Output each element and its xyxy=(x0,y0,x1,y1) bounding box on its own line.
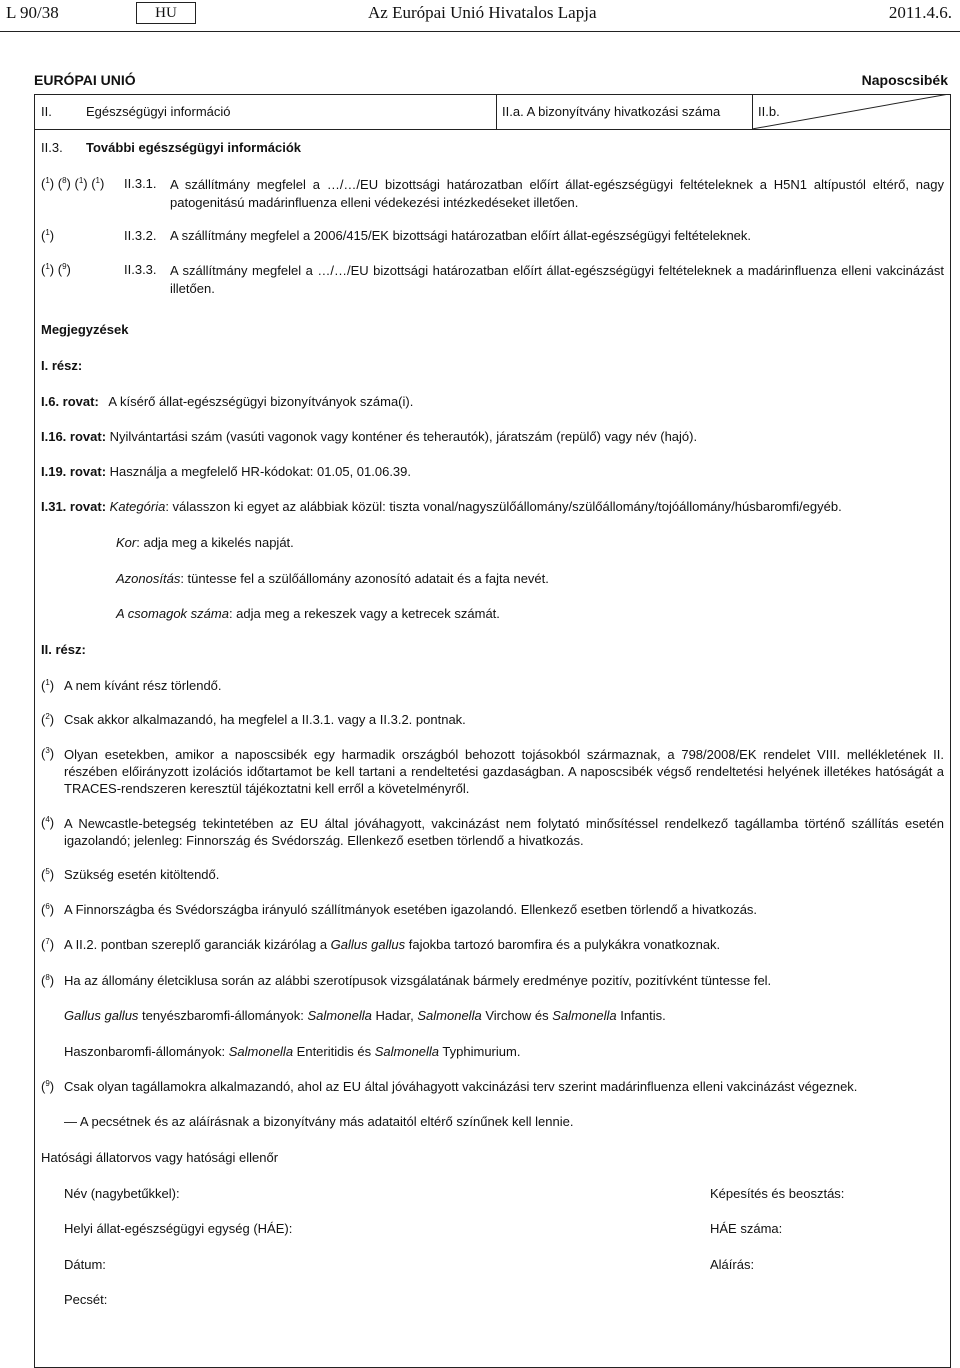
footnote-text: Csak akkor alkalmazandó, ha megfelel a II.3.1. vagy a II.3.2. pontnak. xyxy=(64,712,466,727)
footnote-mark: ($^6$) xyxy=(41,902,55,917)
footnote-refs: ($^1$) ($^9$) xyxy=(41,262,71,277)
notes-title: Megjegyzések xyxy=(41,322,129,337)
footnote-mark: ($^7$) xyxy=(41,937,55,952)
item-text: A szállítmány megfelel a 2006/415/EK bizottsági határozatban előírt állat-egészségügyi feltételeknek. xyxy=(170,228,752,243)
diagonal-line xyxy=(752,94,950,130)
subsection-number: II.3. xyxy=(41,140,63,155)
serotype-line: Haszonbaromfi-állományok: Salmonella Enteritidis és Salmonella Typhimurium. xyxy=(64,1044,521,1059)
qualification-field-label: Képesítés és beosztás: xyxy=(710,1186,845,1201)
footnote-text: Ha az állomány életciklusa során az alábbi szerotípusok vizsgálatának bármely eredménye pozitív, pozitívként tüntesse fel. xyxy=(64,973,772,988)
footnote-refs: ($^1$) xyxy=(41,228,55,243)
reference-b-label: II.b. xyxy=(758,104,780,119)
footnote-text: Csak olyan tagállamokra alkalmazandó, ahol az EU által jóváhagyott vakcinázási terv szerint madárinfluenza elleni vakcinázást végeznek. xyxy=(64,1079,858,1094)
note-subitem: Azonosítás: tüntesse fel a szülőállomány azonosító adatait és a fajta nevét. xyxy=(116,571,549,586)
footnote-mark: ($^3$) xyxy=(41,746,55,761)
page-number: L 90/38 xyxy=(6,3,59,22)
footnote-mark: ($^9$) xyxy=(41,1079,55,1094)
union-label: EURÓPAI UNIÓ xyxy=(34,72,136,88)
item-number: II.3.1. xyxy=(124,176,157,191)
footnote-text: A Newcastle-betegség tekintetében az EU által jóváhagyott, vakcinázást nem folytató minősítéssel rendelkező tagállamba történő szállítás esetén igazolandó; jelenleg: Finnország és Svédország. Ellenkező esetben törlendő a hivatkozás. xyxy=(64,816,944,848)
stamp-note: — A pecsétnek és az aláírásnak a bizonyítvány más adataitól eltérő színűnek kell lennie. xyxy=(64,1114,574,1129)
footnote-mark: ($^4$) xyxy=(41,815,55,830)
item-text: A szállítmány megfelel a …/…/EU bizottsági határozatban előírt állat-egészségügyi feltételeknek a madárinfluenza elleni vakcinázást illetően. xyxy=(170,263,944,296)
note-item: I.6. rovat: A kísérő állat-egészségügyi bizonyítványok száma(i). xyxy=(41,394,414,409)
footnote-text: Szükség esetén kitöltendő. xyxy=(64,867,220,882)
serotype-line: Gallus gallus tenyészbaromfi-állományok: Salmonella Hadar, Salmonella Virchow és Salmonella Infantis. xyxy=(64,1008,666,1023)
footnote-text: Olyan esetekben, amikor a naposcsibék egy harmadik országból behozott tojásokból származnak, a 798/2008/EK rendelet VIII. mellékletének II. részében előirányzott izolációs időtartamot be kell tartani a rendeltetési gazdaságban. A naposcsibék végső rendeltetési helyének illetékes hatóságát a TRACES-rendszeren keresztül tájékoztatni kell erről a követelményről. xyxy=(64,747,944,796)
part-one-title: I. rész: xyxy=(41,358,83,373)
footnote-mark: ($^1$) xyxy=(41,678,55,693)
footnote-text: A nem kívánt rész törlendő. xyxy=(64,678,222,693)
note-item: I.31. rovat: Kategória: válasszon ki egyet az alábbiak közül: tiszta vonal/nagyszülőállomány/szülőállomány/tojóállomány/húsbaromfi/egyéb. xyxy=(41,499,842,514)
stamp-field-label: Pecsét: xyxy=(64,1292,108,1307)
signature-title: Hatósági állatorvos vagy hatósági ellenőr xyxy=(41,1150,279,1165)
section-title: Egészségügyi információ xyxy=(86,104,231,119)
cell-divider xyxy=(496,94,497,129)
footnote-refs: ($^1$) ($^8$) ($^1$) ($^1$) xyxy=(41,176,105,191)
footnote-mark: ($^8$) xyxy=(41,973,55,988)
part-two-title: II. rész: xyxy=(41,642,86,657)
item-number: II.3.3. xyxy=(124,262,157,277)
product-label: Naposcsibék xyxy=(861,72,948,88)
section-number: II. xyxy=(41,104,52,119)
footnote-mark: ($^2$) xyxy=(41,712,55,727)
subsection-title: További egészségügyi információk xyxy=(86,140,302,155)
note-subitem: A csomagok száma: adja meg a rekeszek vagy a ketrecek számát. xyxy=(116,606,500,621)
footnote-text: A II.2. pontban szereplő garanciák kizárólag a Gallus gallus fajokba tartozó baromfira és a pulykákra vonatkoznak. xyxy=(64,937,721,952)
signature-field-label: Aláírás: xyxy=(710,1257,755,1272)
unit-field-label: Helyi állat-egészségügyi egység (HÁE): xyxy=(64,1221,293,1236)
name-field-label: Név (nagybetűkkel): xyxy=(64,1186,180,1201)
date-field-label: Dátum: xyxy=(64,1257,106,1272)
unit-number-field-label: HÁE száma: xyxy=(710,1221,783,1236)
issue-date: 2011.4.6. xyxy=(888,3,952,22)
item-number: II.3.2. xyxy=(124,228,157,243)
footnote-mark: ($^5$) xyxy=(41,867,55,882)
note-item: I.16. rovat: Nyilvántartási szám (vasúti vagonok vagy konténer és teherautók), járatszám (repülő) vagy név (hajó). xyxy=(41,429,698,444)
reference-label: II.a. A bizonyítvány hivatkozási száma xyxy=(502,104,721,119)
footnote-text: A Finnországba és Svédországba irányuló szállítmányok esetében igazolandó. Ellenkező esetben törlendő a hivatkozás. xyxy=(64,902,758,917)
journal-title: Az Európai Unió Hivatalos Lapja xyxy=(368,3,597,22)
item-text: A szállítmány megfelel a …/…/EU bizottsági határozatban előírt állat-egészségügyi feltételeknek a H5N1 altípustól eltérő, nagy patogenitású madárinfluenza elleni védekezési intézkedéseket illetően. xyxy=(170,177,944,210)
header-rule xyxy=(0,31,960,32)
note-item: I.19. rovat: Használja a megfelelő HR-kódokat: 01.05, 01.06.39. xyxy=(41,464,412,479)
language-box: HU xyxy=(136,2,196,24)
note-subitem: Kor: adja meg a kikelés napját. xyxy=(116,535,294,550)
page-header xyxy=(0,0,960,30)
